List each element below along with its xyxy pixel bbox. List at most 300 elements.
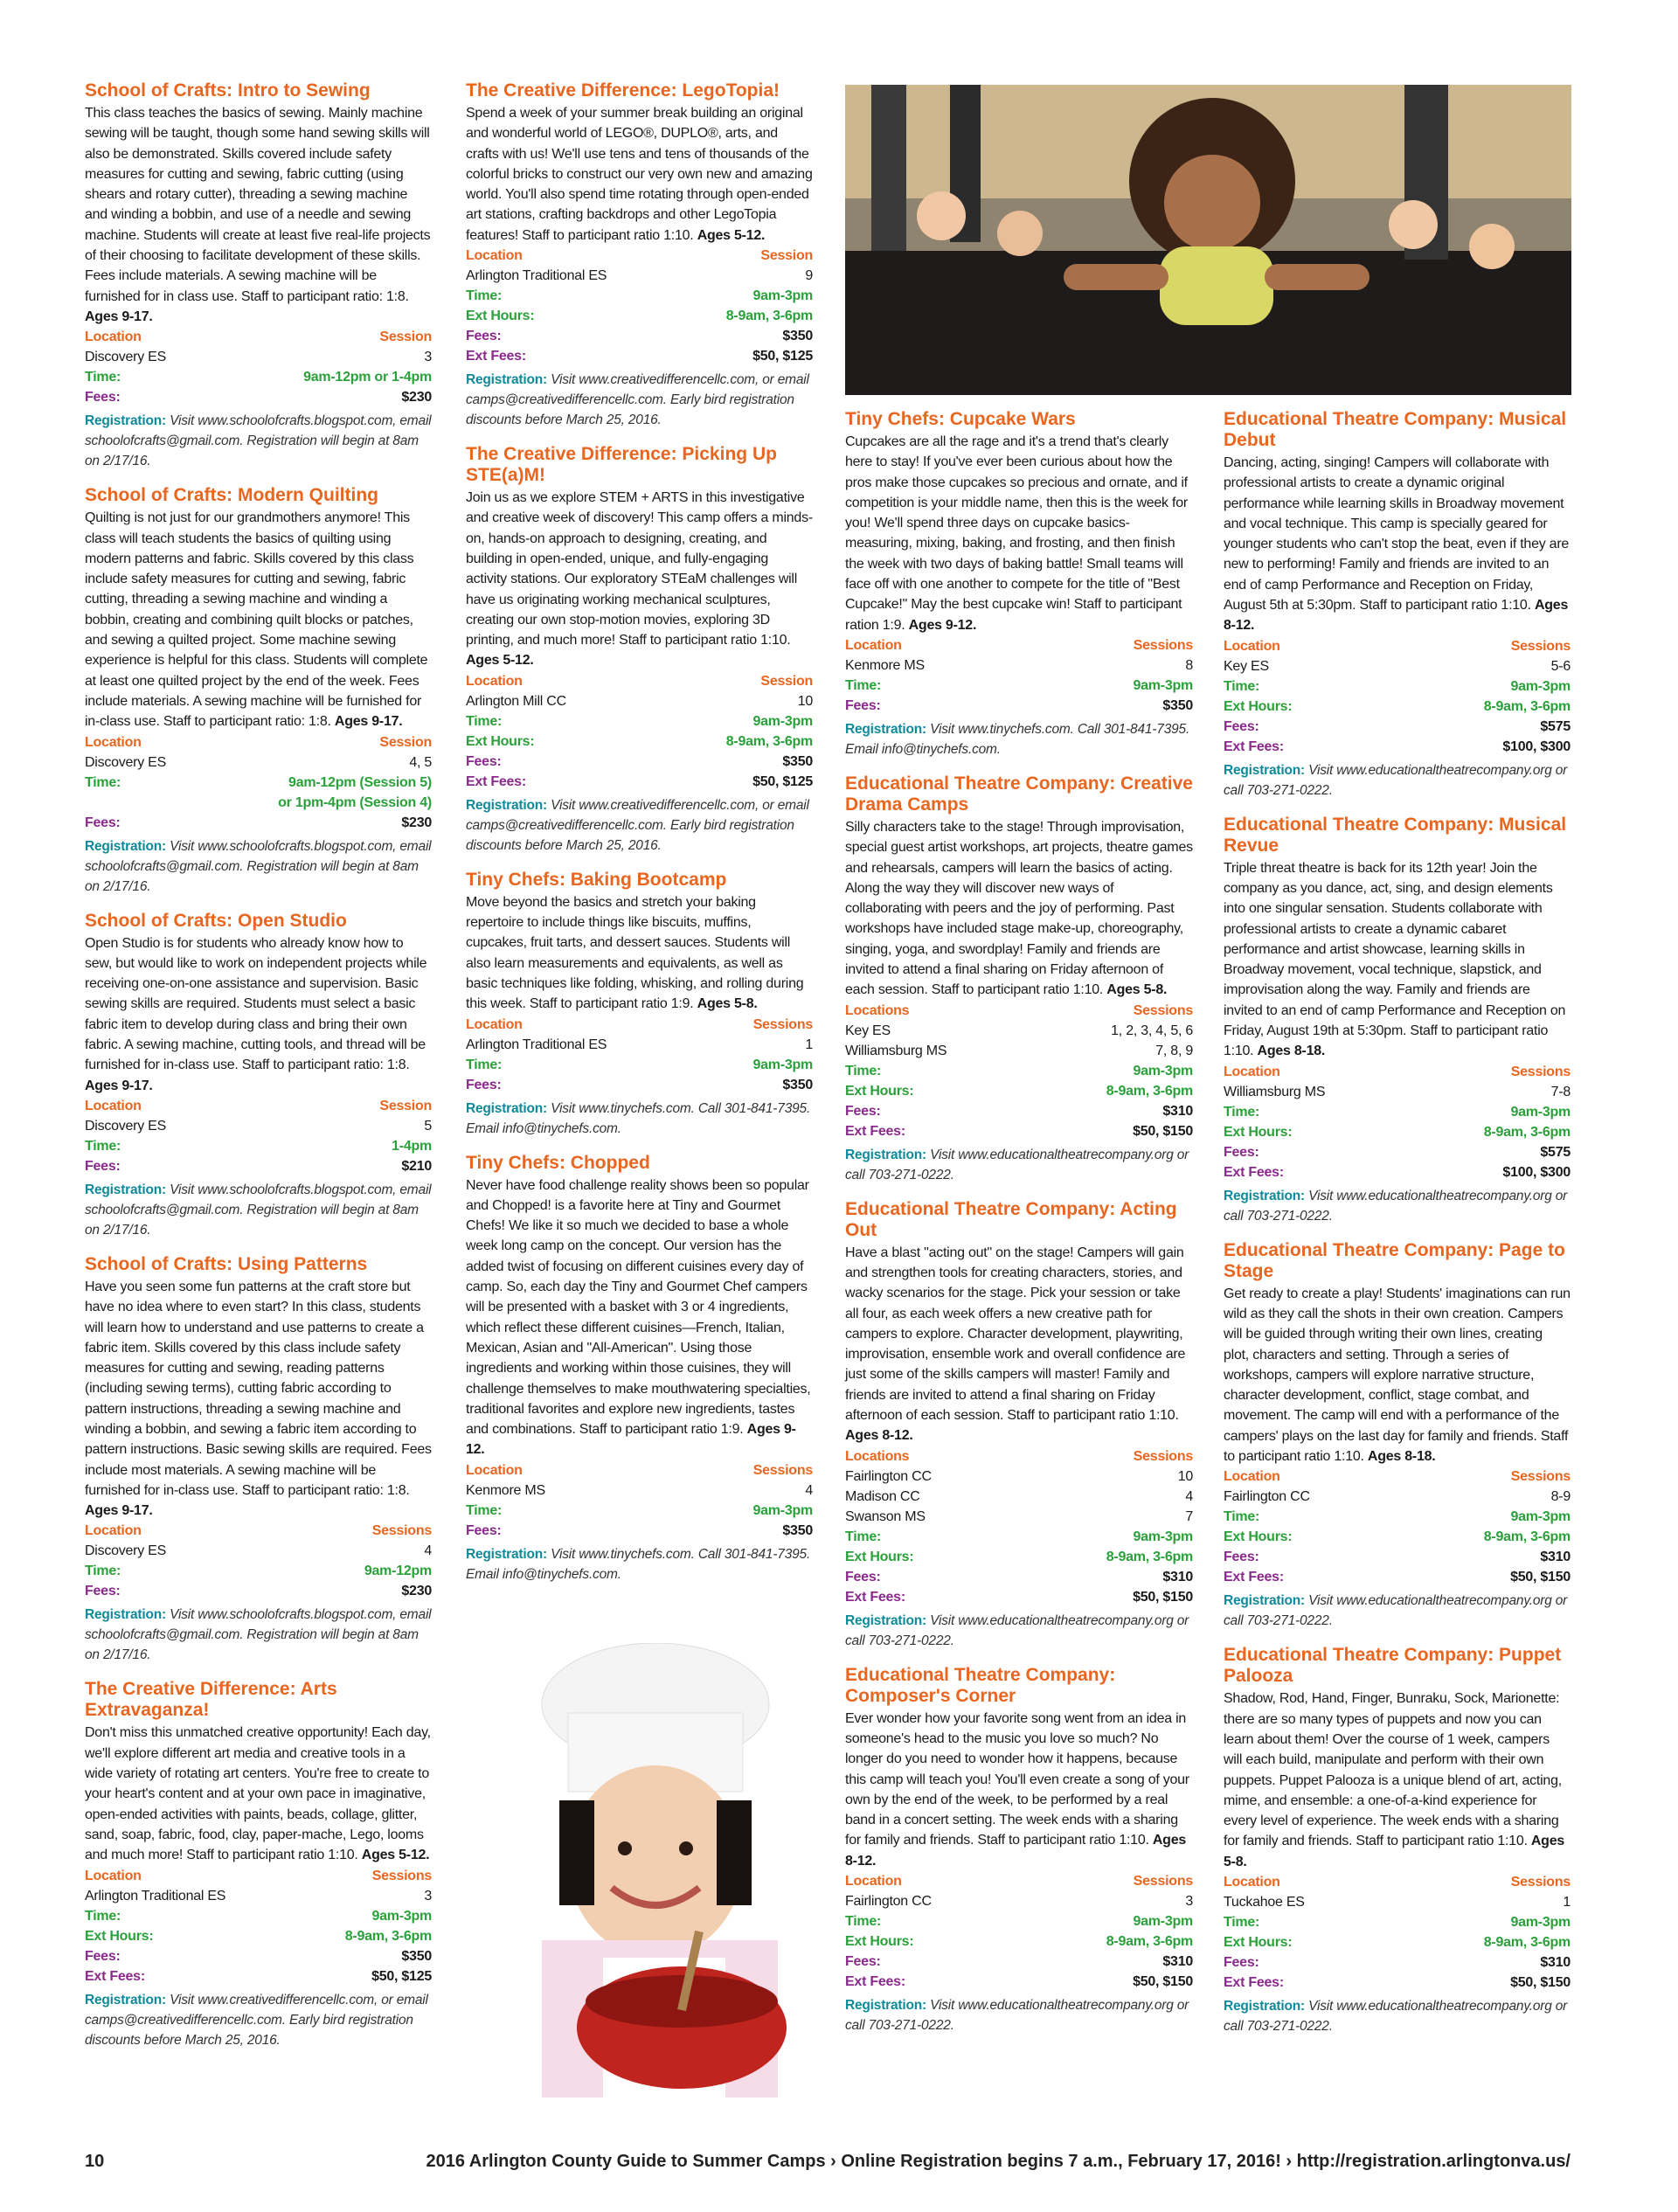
location-row-value: 3	[1185, 1893, 1193, 1909]
location-row-label: Key ES	[845, 1023, 891, 1038]
camp-title: Educational Theatre Company: Creative Drama Camps	[845, 773, 1193, 815]
camp-listing	[85, 911, 432, 1240]
location-header-value: Sessions	[1510, 638, 1571, 654]
time-row-value: 9am-3pm	[752, 1502, 813, 1518]
location-row	[1224, 1487, 1571, 1507]
child-chef-photo	[507, 1643, 813, 2098]
ext-hours-row	[1224, 697, 1571, 717]
ext-hours-row-value: 8-9am, 3-6pm	[344, 1928, 432, 1944]
camp-title: Educational Theatre Company: Composer's Corner	[845, 1664, 1116, 1706]
camp-listing	[466, 870, 813, 1139]
time-row-label: Time:	[85, 370, 121, 385]
location-row	[85, 347, 432, 367]
fees-row	[85, 1946, 432, 1966]
time-row-label: Time:	[466, 1057, 503, 1072]
location-row-value: 3	[424, 1888, 432, 1903]
registration-info	[845, 719, 1193, 759]
fees-row-value: $575	[1540, 1144, 1571, 1160]
ext-fees-row-value: $50, $125	[752, 773, 813, 789]
camp-description	[1224, 453, 1571, 636]
time-row-value: 9am-3pm	[1510, 678, 1571, 694]
fees-row-value: $310	[1162, 1103, 1193, 1119]
location-row-label: Fairlington CC	[845, 1893, 932, 1909]
time-row-value: 9am-3pm	[752, 713, 813, 729]
location-row-value: 7, 8, 9	[1155, 1043, 1193, 1058]
camp-ages: Ages 5-8.	[1106, 982, 1168, 998]
camp-title: The Creative Difference: Picking Up STE(a)M!	[466, 444, 777, 486]
time-row-value: 9am-3pm	[1133, 1913, 1193, 1929]
registration-label: Registration:	[85, 1182, 166, 1197]
location-header-label: Location	[85, 1523, 142, 1539]
camp-title: Tiny Chefs: Cupcake Wars	[845, 409, 1076, 429]
fees-row-label: Fees:	[1224, 1954, 1259, 1970]
camp-title: The Creative Difference: Arts Extravaganza!	[85, 1679, 337, 1721]
camp-title: Educational Theatre Company: Puppet Palooza	[1224, 1645, 1562, 1687]
time-row-label: Time:	[845, 677, 882, 693]
ext-hours-row-value: 8-9am, 3-6pm	[1106, 1549, 1193, 1564]
location-header	[466, 1015, 813, 1035]
camp-title: The Creative Difference: LegoTopia!	[466, 80, 780, 101]
registration-text: Visit www.educationaltheatrecompany.org or call 703-271-0222.	[1224, 1998, 1568, 2034]
camp-listing	[845, 773, 1193, 1185]
ext-hours-row-value: 8-9am, 3-6pm	[1483, 1934, 1571, 1950]
ext-fees-row-value: $50, $125	[752, 349, 813, 364]
location-row-value: 9	[805, 268, 813, 284]
camp-title: School of Crafts: Open Studio	[85, 910, 347, 931]
time-row-label: Time:	[845, 1063, 882, 1078]
location-header-value: Sessions	[1510, 1874, 1571, 1890]
ext-hours-row	[466, 306, 813, 326]
fees-row-label: Fees:	[845, 1569, 881, 1584]
registration-label: Registration:	[466, 1546, 547, 1562]
camp-description	[85, 103, 432, 327]
camp-description	[466, 103, 813, 246]
column-1	[85, 80, 432, 2064]
registration-label: Registration:	[1224, 1998, 1305, 2014]
fees-row	[1224, 1952, 1571, 1973]
location-row-label: Kenmore MS	[466, 1482, 545, 1498]
location-header	[466, 671, 813, 691]
location-row	[845, 1041, 1193, 1061]
registration-text: Visit www.schoolofcrafts.blogspot.com, email schoolofcrafts@gmail.com. Registration will begin at 8am on 2/17/16.	[85, 838, 432, 894]
camp-ages: Ages 5-12.	[697, 227, 766, 243]
registration-info	[85, 1180, 432, 1240]
ext-fees-row	[1224, 1162, 1571, 1182]
ext-fees-row-value: $50, $150	[1133, 1973, 1193, 1989]
ext-hours-row	[1224, 1122, 1571, 1142]
ext-hours-row-label: Ext Hours:	[466, 733, 535, 749]
camp-ages: Ages 8-12.	[845, 1833, 1186, 1869]
location-row-label: Fairlington CC	[1224, 1489, 1310, 1505]
location-header-value: Sessions	[1133, 1002, 1193, 1018]
time-row	[845, 1527, 1193, 1547]
camp-description	[845, 1243, 1193, 1446]
ext-hours-row-label: Ext Hours:	[1224, 1934, 1293, 1950]
ext-hours-row-label: Ext Hours:	[845, 1933, 914, 1949]
camp-description-text: Silly characters take to the stage! Through improvisation, special guest artist workshops, art projects, theatre games and rehearsals, campers will learn the basics of acting. Along the way they will discover new ways of collaborating with peers and the joy of performing. Past workshops have included stage make-up, choreography, singing, yoga, and swordplay! Family and friends are invited to attend a final sharing on Friday afternoon of each session. Staff to participant ratio 1:10.	[845, 819, 1193, 998]
registration-text: Visit www.educationaltheatrecompany.org or call 703-271-0222.	[845, 1147, 1189, 1182]
fees-row-label: Fees:	[466, 1077, 502, 1092]
camp-ages: Ages 9-17.	[334, 714, 403, 730]
location-header	[466, 246, 813, 266]
camp-description	[1224, 1284, 1571, 1467]
location-header	[1224, 1872, 1571, 1892]
campers-stretching-photo	[845, 85, 1571, 395]
ext-hours-row	[466, 732, 813, 752]
registration-text: Visit www.educationaltheatrecompany.org or call 703-271-0222.	[845, 1612, 1189, 1648]
time-row-value: 9am-3pm	[1133, 677, 1193, 693]
camp-description-text: Have you seen some fun patterns at the craft store but have no idea where to even start? In this class, students will learn how to understand and use patterns to create a fabric item. Skills covered by this class include safety measures for cutting and sewing, reading patterns (including sewing terms), cutting fabric according to pattern instructions, threading a sewing machine and winding a bobbin, and sewing a fabric item according to pattern instructions. Basic sewing skills are required. Fees include most materials. A sewing machine will be furnished for in-class use. Staff to participant ratio: 1:8.	[85, 1279, 432, 1498]
time-row-value: 9am-12pm (Session 5)	[288, 774, 432, 790]
location-row	[85, 1116, 432, 1136]
ext-fees-row	[1224, 1973, 1571, 1993]
camp-ages: Ages 9-12.	[908, 617, 977, 633]
location-header-label: Location	[466, 1462, 523, 1478]
location-row-label: Madison CC	[845, 1488, 920, 1504]
registration-text: Visit www.educationaltheatrecompany.org or call 703-271-0222.	[1224, 1188, 1568, 1224]
ext-fees-row	[1224, 737, 1571, 757]
registration-info	[1224, 1186, 1571, 1226]
camp-description	[85, 1723, 432, 1865]
location-header	[85, 732, 432, 752]
location-header-value: Sessions	[371, 1523, 432, 1539]
location-row-value: 4	[424, 1543, 432, 1559]
registration-info	[85, 1605, 432, 1665]
time-row-label: Time:	[85, 1908, 121, 1924]
camp-description-text: Shadow, Rod, Hand, Finger, Bunraku, Sock, Marionette: there are so many types of puppets and now you can learn about them! Over the course of 1 week, campers will each build, manipulate and perform with their own puppets. Puppet Palooza is a unique blend of art, acting, mime, and ensemble: a one-of-a-kind experience for every level of experience. The week ends with a sharing for family and friends. Staff to participant ratio 1:10.	[1224, 1691, 1562, 1849]
location-header-value: Sessions	[752, 1462, 813, 1478]
ext-hours-row	[845, 1931, 1193, 1952]
time-row-label: Time:	[1224, 1914, 1260, 1930]
camp-ages: Ages 9-17.	[85, 1503, 153, 1519]
location-row	[845, 1021, 1193, 1041]
location-header-label: Location	[845, 1873, 902, 1889]
ext-hours-row-label: Ext Hours:	[845, 1549, 914, 1564]
time-row	[466, 1501, 813, 1521]
registration-label: Registration:	[845, 1612, 926, 1628]
camp-description	[466, 892, 813, 1015]
ext-fees-row-value: $50, $150	[1133, 1123, 1193, 1139]
location-header-value: Session	[760, 248, 813, 264]
time-row-value: 9am-3pm	[1133, 1529, 1193, 1544]
registration-info	[845, 1995, 1193, 2035]
time-row	[466, 711, 813, 732]
location-row	[466, 691, 813, 711]
fees-row-label: Fees:	[85, 1584, 121, 1599]
location-row	[1224, 656, 1571, 676]
location-header	[845, 1871, 1193, 1891]
location-header-label: Location	[466, 673, 523, 689]
location-header-label: Location	[1224, 1064, 1280, 1079]
location-row-value: 8	[1185, 657, 1193, 673]
location-row-value: 7	[1185, 1508, 1193, 1524]
camp-ages: Ages 9-12.	[466, 1422, 796, 1458]
registration-info	[1224, 1996, 1571, 2036]
camp-description	[845, 1709, 1193, 1871]
camp-description-text: Triple threat theatre is back for its 12th year! Join the company as you dance, act, sing, and design elements into one singular sensation. Students collaborate with professional artists to create a dynamic cabaret performance and artist showcase, learning skills in Broadway movement, vocal technique, slapstick, and improvisation along the way. Family and friends are invited to an end of camp Performance and Reception on Friday, August 19th at 5:30pm. Staff to participant ratio 1:10.	[1224, 860, 1566, 1059]
fees-row	[466, 1521, 813, 1541]
location-row	[466, 1035, 813, 1055]
ext-fees-row	[85, 1966, 432, 1987]
fees-row-label: Fees:	[85, 1948, 121, 1964]
location-row-label: Arlington Traditional ES	[466, 268, 607, 284]
column-4	[1224, 409, 1571, 2050]
ext-hours-row	[85, 1926, 432, 1946]
registration-label: Registration:	[466, 1100, 547, 1116]
camp-ages: Ages 5-12.	[466, 653, 534, 669]
camp-description-text: Quilting is not just for our grandmothers anymore! This class will teach students the basics of quilting using modern patterns and fabric. Skills covered by this class include safety measures for cutting and sewing, fabric cutting, threading a sewing machine and winding a bobbin, creating and combining quilt blocks or patches, and sewing a quilted project. Some machine sewing experience is helpful for this class. Students will complete at least one quilted project by the end of the week. Fees include materials. A sewing machine will be furnished for in-class use. Staff to participant ratio: 1:8.	[85, 510, 428, 730]
location-header	[1224, 1062, 1571, 1082]
camp-description-text: Open Studio is for students who already know how to sew, but would like to work on independent projects while receiving one-on-one assistance and supervision. Basic sewing skills are required. Students must select a basic fabric item to develop during class and bring their own fabric. A sewing machine, cutting tools, and thread will be furnished for in-class use. Staff to participant ratio: 1:8.	[85, 935, 427, 1073]
camp-ages: Ages 5-8.	[697, 996, 758, 1012]
ext-fees-row-label: Ext Fees:	[466, 773, 526, 789]
fees-row-value: $230	[401, 390, 432, 406]
location-row	[845, 1487, 1193, 1507]
ext-fees-row-value: $50, $150	[1510, 1974, 1571, 1990]
ext-fees-row	[845, 1121, 1193, 1141]
page-number: 10	[85, 2152, 105, 2171]
camp-description	[466, 1175, 813, 1460]
time-row-value: 9am-3pm	[371, 1908, 432, 1924]
time-row-value: 9am-12pm or 1-4pm	[303, 370, 432, 385]
location-header-label: Location	[845, 637, 902, 653]
location-row-value: 1	[1563, 1894, 1571, 1910]
location-row	[845, 1891, 1193, 1911]
location-row	[845, 1467, 1193, 1487]
location-header	[845, 1001, 1193, 1021]
camp-description	[85, 1277, 432, 1522]
registration-text: Visit www.educationaltheatrecompany.org or call 703-271-0222.	[1224, 1593, 1568, 1629]
time-row-label: Time:	[466, 288, 503, 304]
camp-ages: Ages 8-18.	[1257, 1044, 1326, 1059]
fees-row-label: Fees:	[845, 1953, 881, 1969]
location-header-label: Locations	[845, 1448, 910, 1464]
location-header-label: Location	[85, 734, 142, 750]
fees-row-label: Fees:	[1224, 1550, 1259, 1565]
camp-description-text: Don't miss this unmatched creative opportunity! Each day, we'll explore different art media and creative tools in a wide variety of rotating art centers. You're free to create to your heart's content and at your own pace in imaginative, open-ended activities with paints, beads, collage, glitter, sand, soap, fabric, food, clay, paper-mache, Lego, looms and much more! Staff to participant ratio 1:10.	[85, 1725, 431, 1863]
location-row-value: 4, 5	[409, 754, 432, 770]
registration-label: Registration:	[845, 1997, 926, 2013]
fees-row	[845, 696, 1193, 716]
fees-row-value: $310	[1540, 1550, 1571, 1565]
camp-title: School of Crafts: Intro to Sewing	[85, 80, 371, 101]
camp-description	[845, 817, 1193, 1001]
location-row	[85, 752, 432, 773]
time-row	[1224, 676, 1571, 697]
camp-description-text: Ever wonder how your favorite song went from an idea in someone's head to the music you love so much? No longer do you need to wonder how it happens, because this camp will teach you! You'll even create a song of your own by the end of the week, to be performed by a real band in a concert setting. The week ends with a sharing for family and friends. Staff to participant ratio 1:10.	[845, 1710, 1189, 1848]
camp-description-text: Have a blast "acting out" on the stage! Campers will gain and strengthen tools for creating characters, stories, and wacky scenarios for the stage. Pick your session or take all four, as each week offers a new creative path for campers to explore. Character development, playwriting, improvisation, ensemble work and overall confidence are just some of the skills campers will master! Family and friends are invited to attend a final sharing on Friday afternoon of each session. Staff to participant ratio 1:10.	[845, 1245, 1186, 1424]
location-row-label: Arlington Traditional ES	[85, 1888, 226, 1903]
fees-row	[85, 1581, 432, 1601]
ext-hours-row-value: 8-9am, 3-6pm	[1483, 1529, 1571, 1545]
fees-row	[85, 813, 432, 833]
registration-text: Visit www.creativedifferencellc.com, or email camps@creativedifferencellc.com. Early bird registration discounts before March 25, 2016.	[466, 372, 809, 428]
camp-ages: Ages 9-17.	[85, 309, 153, 324]
registration-info	[466, 370, 813, 430]
fees-row	[466, 1075, 813, 1095]
fees-row-value: $350	[401, 1948, 432, 1964]
camp-description	[1224, 1688, 1571, 1872]
registration-text: Visit www.educationaltheatrecompany.org or call 703-271-0222.	[845, 1997, 1189, 2033]
time-row-value: 9am-3pm	[1133, 1063, 1193, 1078]
registration-info	[85, 836, 432, 897]
camp-listing	[466, 80, 813, 430]
registration-label: Registration:	[85, 1992, 166, 2007]
location-header-value: Sessions	[1510, 1469, 1571, 1485]
registration-info	[85, 1990, 432, 2050]
fees-row	[466, 326, 813, 346]
ext-hours-row	[845, 1081, 1193, 1101]
location-row-label: Discovery ES	[85, 350, 167, 365]
registration-info	[845, 1145, 1193, 1185]
time-row	[85, 1136, 432, 1156]
camp-title: Educational Theatre Company: Musical Revue	[1224, 814, 1567, 856]
time-row-label: Time:	[1224, 1509, 1260, 1525]
time-row-label: Time:	[85, 774, 121, 790]
registration-label: Registration:	[1224, 1188, 1305, 1203]
time-row-label: Time:	[85, 1138, 121, 1154]
camp-ages: Ages 8-18.	[1367, 1449, 1436, 1465]
ext-fees-row-value: $50, $150	[1133, 1589, 1193, 1605]
registration-text: Visit www.schoolofcrafts.blogspot.com, email schoolofcrafts@gmail.com. Registration will begin at 8am on 2/17/16.	[85, 1182, 432, 1238]
fees-row	[466, 752, 813, 772]
time-row-label: Time:	[85, 1564, 121, 1579]
fees-row	[845, 1952, 1193, 1972]
camp-title: Educational Theatre Company: Musical Debut	[1224, 409, 1567, 450]
registration-label: Registration:	[845, 1147, 926, 1162]
location-row-value: 10	[797, 693, 813, 709]
registration-text: Visit www.tinychefs.com. Call 301-841-7395. Email info@tinychefs.com.	[845, 721, 1190, 757]
ext-fees-row-label: Ext Fees:	[1224, 1974, 1284, 1990]
location-header-value: Session	[379, 734, 432, 750]
registration-label: Registration:	[85, 838, 166, 854]
fees-row-value: $230	[401, 1584, 432, 1599]
time-row	[845, 1061, 1193, 1081]
registration-info	[85, 411, 432, 471]
fees-row-value: $350	[782, 753, 813, 769]
fees-row	[1224, 1142, 1571, 1162]
ext-fees-row-value: $100, $300	[1502, 1164, 1571, 1180]
ext-fees-row-value: $50, $150	[1510, 1570, 1571, 1585]
ext-fees-row	[1224, 1567, 1571, 1587]
time-row-alt	[85, 793, 432, 813]
time-row-value: 1-4pm	[392, 1138, 432, 1154]
location-header	[845, 635, 1193, 655]
registration-text: Visit www.schoolofcrafts.blogspot.com, email schoolofcrafts@gmail.com. Registration will begin at 8am on 2/17/16.	[85, 1607, 432, 1663]
fees-row	[1224, 1547, 1571, 1567]
fees-row	[1224, 717, 1571, 737]
ext-hours-row-value: 8-9am, 3-6pm	[725, 733, 813, 749]
ext-fees-row-label: Ext Fees:	[1224, 738, 1284, 754]
time-row-label: Time:	[845, 1529, 882, 1544]
location-row-label: Kenmore MS	[845, 657, 925, 673]
camp-listing	[1224, 815, 1571, 1226]
location-row-value: 5	[424, 1118, 432, 1134]
location-header	[1224, 1467, 1571, 1487]
location-row-label: Williamsburg MS	[1224, 1084, 1326, 1099]
location-row	[845, 655, 1193, 676]
ext-hours-row-value: 8-9am, 3-6pm	[1483, 698, 1571, 714]
fees-row-label: Fees:	[85, 1158, 121, 1174]
time-row	[1224, 1102, 1571, 1122]
ext-fees-row-label: Ext Fees:	[466, 349, 526, 364]
location-row-label: Williamsburg MS	[845, 1043, 947, 1058]
location-row-value: 1, 2, 3, 4, 5, 6	[1111, 1023, 1193, 1038]
location-row	[466, 266, 813, 286]
ext-fees-row-value: $100, $300	[1502, 738, 1571, 754]
time-row	[85, 1906, 432, 1926]
fees-row-label: Fees:	[466, 329, 502, 344]
fees-row-value: $350	[1162, 697, 1193, 713]
location-header-value: Sessions	[371, 1868, 432, 1883]
registration-text: Visit www.creativedifferencellc.com, or email camps@creativedifferencellc.com. Early bird registration discounts before March 25, 2016.	[85, 1992, 428, 2048]
location-row-label: Arlington Mill CC	[466, 693, 566, 709]
ext-hours-row-label: Ext Hours:	[1224, 698, 1293, 714]
fees-row-value: $350	[782, 329, 813, 344]
camp-listing	[1224, 1645, 1571, 2036]
location-row	[845, 1507, 1193, 1527]
camp-description	[1224, 858, 1571, 1062]
camp-listing	[85, 1254, 432, 1666]
location-row	[85, 1886, 432, 1906]
fees-row-value: $310	[1162, 1953, 1193, 1969]
camp-listing	[85, 1679, 432, 2049]
fees-row-label: Fees:	[466, 1522, 502, 1538]
location-header-value: Session	[760, 673, 813, 689]
time-row	[466, 1055, 813, 1075]
location-header-value: Session	[379, 329, 432, 345]
fees-row	[85, 1156, 432, 1176]
time-row-value: 9am-3pm	[752, 1057, 813, 1072]
chef-illustration	[507, 1643, 813, 2098]
fees-row-value: $210	[401, 1158, 432, 1174]
registration-text: Visit www.educationaltheatrecompany.org or call 703-271-0222.	[1224, 762, 1568, 798]
ext-hours-row	[1224, 1527, 1571, 1547]
ext-hours-row	[1224, 1932, 1571, 1952]
footer-text: 2016 Arlington County Guide to Summer Camps › Online Registration begins 7 a.m., February 17, 2016! › http://registration.arlingtonva.us/	[426, 2152, 1571, 2171]
fees-row-value: $230	[401, 815, 432, 830]
ext-fees-row-label: Ext Fees:	[85, 1968, 145, 1984]
fees-row	[85, 387, 432, 407]
registration-info	[466, 1544, 813, 1584]
location-header-label: Location	[85, 1868, 142, 1883]
ext-fees-row-label: Ext Fees:	[845, 1589, 905, 1605]
time-row-value: 9am-3pm	[1510, 1104, 1571, 1120]
fees-row-label: Fees:	[1224, 1144, 1259, 1160]
location-row-label: Fairlington CC	[845, 1468, 932, 1484]
camp-description-text: Cupcakes are all the rage and it's a trend that's clearly here to stay! If you've ever been curious about how the pros make those cupcakes so precious and ornate, and if competition is your middle name, then this is the week for you! We'll spend three days on cupcake basics-measuring, mixing, baking, and frosting, and then finish the week with two days of baking battle! Small teams will face off with one another to compete for the title of "Best Cupcake!" May the best cupcake win! Staff to participant ration 1:9.	[845, 434, 1188, 633]
ext-fees-row-label: Ext Fees:	[845, 1973, 905, 1989]
camp-description	[845, 432, 1193, 635]
time-row	[466, 286, 813, 306]
camp-description	[466, 488, 813, 671]
fees-row-label: Fees:	[845, 697, 881, 713]
camp-title: Tiny Chefs: Chopped	[466, 1152, 650, 1173]
camp-ages: Ages 8-12.	[1224, 598, 1569, 634]
location-header	[85, 1521, 432, 1541]
column-3	[845, 409, 1193, 2049]
column-2	[466, 80, 813, 1598]
registration-text: Visit www.creativedifferencellc.com, or email camps@creativedifferencellc.com. Early bird registration discounts before March 25, 2016.	[466, 797, 809, 853]
camp-description-text: Spend a week of your summer break building an original and wonderful world of LEGO®, DUPLO®, arts, and crafts with us! We'll use tens and tens of thousands of the colorful bricks to construct our very own new and amazing world. You'll also spend time rotating through open-ended art stations, crafting backdrops and other LegoTopia features! Staff to participant ratio 1:10.	[466, 106, 813, 243]
ext-hours-row-label: Ext Hours:	[845, 1083, 914, 1099]
location-header-label: Locations	[845, 1002, 910, 1018]
time-row-value: 9am-3pm	[752, 288, 813, 304]
location-row	[85, 1541, 432, 1561]
location-header-label: Location	[85, 1098, 142, 1113]
location-header-value: Sessions	[1133, 1448, 1193, 1464]
location-row	[1224, 1892, 1571, 1912]
